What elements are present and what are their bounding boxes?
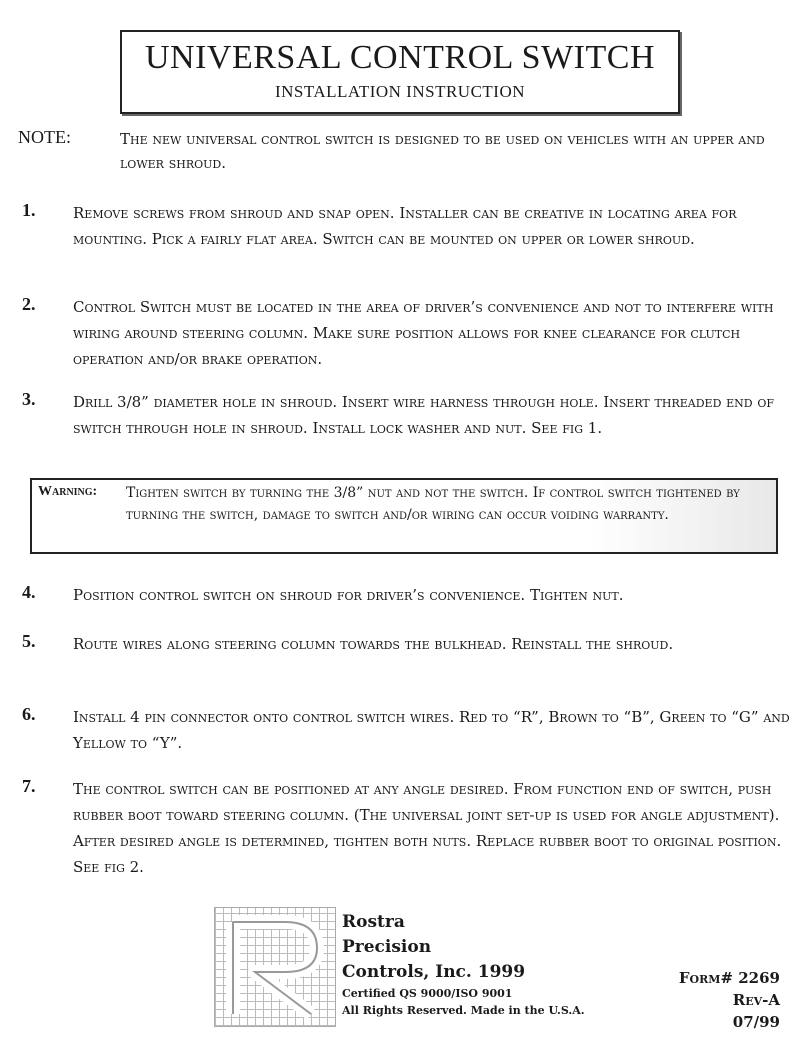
note-label: NOTE: [18,127,71,147]
rostra-logo [214,907,336,1027]
document-subtitle: INSTALLATION INSTRUCTION [274,82,526,101]
rights-text: All Rights Reserved. Made in the U.S.A. [342,1004,585,1017]
revision: Rev-A [732,991,780,1009]
step-text: Control Switch must be located in the area of driver’s convenience and not to interfere with wiring around steering column. Make sure position allows for knee clearance for clutch operation and/or brake operation. [73,298,774,368]
step-text: Position control switch on shroud for driver’s convenience. Tighten nut. [73,586,624,604]
company-name-line1: Rostra [342,912,405,932]
title-box [120,30,680,114]
document-title: UNIVERSAL CONTROL SWITCH [144,39,655,76]
company-block [342,910,585,1019]
form-date: 07/99 [732,1013,780,1031]
certification-text: Certified QS 9000/ISO 9001 [342,987,513,1000]
company-name-line2: Precision [342,937,432,957]
company-name-line3: Controls, Inc. 1999 [342,962,526,982]
step-number: 1. [22,200,36,220]
r-letter-icon [215,908,335,1026]
step-number: 2. [22,294,36,314]
step-text: Drill 3/8” diameter hole in shroud. Insert wire harness through hole. Insert threaded end of switch through hole in shroud. Install lock washer and nut. See fig 1. [73,393,775,437]
step-text: Install 4 pin connector onto control switch wires. Red to “R”, Brown to “B”, Green to “G” and Yellow to “Y”. [73,708,790,752]
form-number: Form# 2269 [678,969,780,987]
step-number: 6. [22,704,36,724]
warning-label: Warning: [38,484,98,499]
warning-box [30,478,778,554]
step-text: Route wires along steering column towards the bulkhead. Reinstall the shroud. [73,635,674,653]
warning-text: Tighten switch by turning the 3/8” nut and not the switch. If control switch tightened by turning the switch, damage to switch and/or wiring can occur voiding warranty. [126,485,740,523]
note-text: The new universal control switch is designed to be used on vehicles with an upper and lower shroud. [120,130,765,172]
step-number: 7. [22,776,36,796]
step-number: 4. [22,582,36,602]
step-number: 5. [22,631,36,651]
step-text: Remove screws from shroud and snap open. Installer can be creative in locating area for mounting. Pick a fairly flat area. Switch can be mounted on upper or lower shroud. [73,204,737,248]
form-info [679,967,780,1033]
step-text: The control switch can be positioned at any angle desired. From function end of switch, push rubber boot toward steering column. (The universal joint set-up is used for angle adjustment). After desired angle is determined, tighten both nuts. Replace rubber boot to original position. See fig 2. [73,780,782,876]
step-number: 3. [22,389,36,409]
